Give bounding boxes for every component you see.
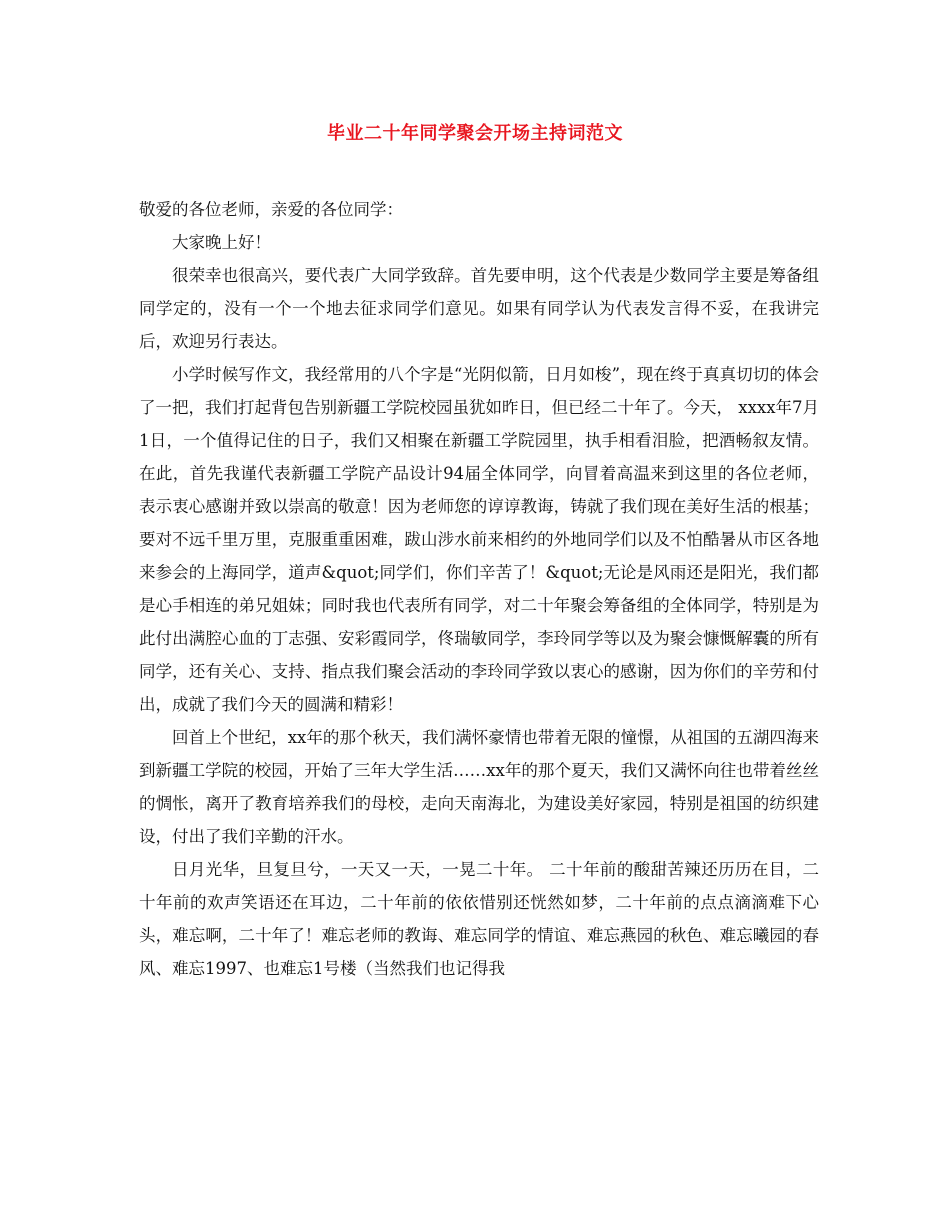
salutation-paragraph: 敬爱的各位老师，亲爱的各位同学： <box>139 200 403 219</box>
body-paragraph: 很荣幸也很高兴，要代表广大同学致辞。首先要申明，这个代表是少数同学主要是筹备组同学定的，没有一个一个地去征求同学们意见。如果有同学认为代表发言得不妥，在我讲完后，欢迎另行表达。 <box>139 266 819 351</box>
body-paragraph: 日月光华，旦复旦兮，一天又一天，一晃二十年。 二十年前的酸甜苦辣还历历在目，二十年前的欢声笑语还在耳边，二十年前的依依惜别还恍然如梦，二十年前的点点滴滴难下心头，难忘啊，二十年了！难忘老师的教诲、难忘同学的情谊、难忘燕园的秋色、难忘曦园的春风、难忘1997、也难忘1号楼（当然我们也记得我 <box>139 860 819 978</box>
document-body <box>139 193 819 985</box>
body-paragraph: 回首上个世纪，xx年的那个秋天，我们满怀豪情也带着无限的憧憬，从祖国的五湖四海来到新疆工学院的校园，开始了三年大学生活……xx年的那个夏天，我们又满怀向往也带着丝丝的惆怅，离开了教育培养我们的母校，走向天南海北，为建设美好家园，特别是祖国的纺织建设，付出了我们辛勤的汗水。 <box>139 728 819 846</box>
body-paragraph: 小学时候写作文，我经常用的八个字是“光阴似箭，日月如梭”，现在终于真真切切的体会了一把，我们打起背包告别新疆工学院校园虽犹如昨日，但已经二十年了。今天， xxxx年7月1日，一个值得记住的日子，我们又相聚在新疆工学院园里，执手相看泪脸，把酒畅叙友情。在此，首先我谨代表新疆工学院产品设计94届全体同学，向冒着高温来到这里的各位老师，表示衷心感谢并致以崇高的敬意！因为老师您的谆谆教诲，铸就了我们现在美好生活的根基；要对不远千里万里，克服重重困难，跋山涉水前来相约的外地同学们以及不怕酷暑从市区各地来参会的上海同学，道声&quot;同学们，你们辛苦了！&quot;无论是风雨还是阳光，我们都是心手相连的弟兄姐妹；同时我也代表所有同学，对二十年聚会筹备组的全体同学，特别是为此付出满腔心血的丁志强、安彩霞同学，佟瑞敏同学，李玲同学等以及为聚会慷慨解囊的所有同学，还有关心、支持、指点我们聚会活动的李玲同学致以衷心的感谢，因为你们的辛劳和付出，成就了我们今天的圆满和精彩！ <box>139 365 819 714</box>
greeting-paragraph: 大家晚上好！ <box>172 233 271 252</box>
document-title: 毕业二十年同学聚会开场主持词范文 <box>327 123 623 144</box>
